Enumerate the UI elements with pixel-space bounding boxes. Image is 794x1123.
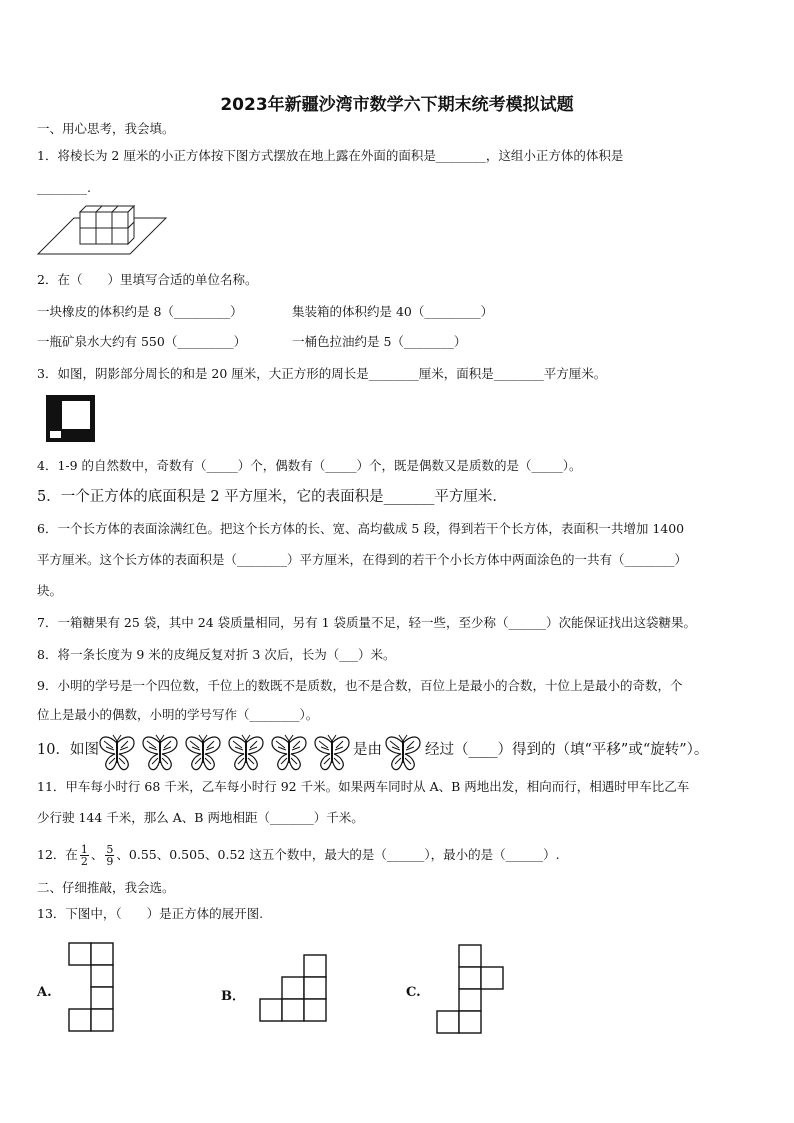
section-1-heading: 一、用心思考，我会填。 [37,121,175,136]
question-2-row-1-left: 一块橡皮的体积约是 8（_________） [37,304,243,319]
question-9-line-1: 9．小明的学号是一个四位数，千位上的数既不是质数，也不是合数，百位上是最小的合数，十位上是最小的奇数，个 [37,678,683,693]
question-2: 2．在（ ）里填写合适的单位名称。 [37,272,258,287]
question-2-row-2-right: 一桶色拉油约是 5（________） [292,334,467,349]
question-4: 4．1-9 的自然数中，奇数有（_____）个，偶数有（_____）个，既是偶数又是质数的是（_____）。 [37,458,582,473]
fraction-five-ninths: $\frac{5}{9}$ [106,843,114,868]
section-2-heading: 二、仔细推敲，我会选。 [37,880,175,895]
page-title: 2023年新疆沙湾市数学六下期末统考模拟试题 [220,95,574,115]
question-10-suffix: 经过（____）得到的（填“平移”或“旋转”）。 [425,742,709,758]
option-c-label: C. [406,985,421,1000]
question-13: 13．下图中，（ ）是正方体的展开图. [37,906,264,921]
fraction-one-half: $\frac{1}{2}$ [80,843,88,868]
question-11-line-2: 少行驶 144 千米，那么 A、B 两地相距（_______）千米。 [37,810,364,825]
question-12-prefix: 12．在 [37,847,78,862]
question-7: 7．一箱糖果有 25 袋，其中 24 袋质量相同，另有 1 袋质量不足，轻一些，至少称（______）次能保证找出这袋糖果。 [37,615,697,630]
question-12-suffix: 、0.55、0.505、0.52 这五个数中，最大的是（______），最小的是（______）. [116,847,560,862]
question-1-line-1: 1．将棱长为 2 厘米的小正方体按下图方式摆放在地上露在外面的面积是________，这组小正方体的体积是 [37,148,624,163]
question-1-line-2: ________. [37,180,91,195]
question-2-row-2-left: 一瓶矿泉水大约有 550（_________） [37,334,247,349]
question-8: 8．将一条长度为 9 米的皮绳反复对折 3 次后，长为（___）米。 [37,647,396,662]
option-c-net-figure [436,944,506,1040]
question-3: 3．如图，阴影部分周长的和是 20 厘米，大正方形的周长是________厘米，面积是________平方厘米。 [37,366,607,381]
question-5: 5．一个正方体的底面积是 2 平方厘米，它的表面积是_______平方厘米． [37,489,507,505]
butterfly-row-figure [98,732,352,772]
cubes-figure [36,200,168,258]
question-9-line-2: 位上是最小的偶数，小明的学号写作（________）。 [37,707,319,722]
shaded-square-figure [45,394,97,444]
question-6-line-2: 平方厘米。这个长方体的表面积是（________）平方厘米，在得到的若干个小长方体中两面涂色的一共有（________） [37,552,688,567]
question-2-row-1-right: 集装箱的体积约是 40（_________） [292,304,494,319]
question-11-line-1: 11．甲车每小时行 68 千米，乙车每小时行 92 千米。如果两车同时从 A、B 两地出发，相向而行，相遇时甲车比乙车 [37,779,690,794]
option-a-label: A. [37,985,52,1000]
option-b-label: B． [221,989,245,1004]
option-b-net-figure [259,954,329,1026]
question-12: 12．在 $\frac{1}{2}$ 、 $\frac{5}{9}$ 、0.55、0.505、0.52 这五个数中，最大的是（______），最小的是（______）. [37,843,560,868]
question-6-line-3: 块。 [37,583,63,598]
question-6-line-1: 6．一个长方体的表面涂满红色。把这个长方体的长、宽、高均截成 5 段，得到若干个长方体，表面积一共增加 1400 [37,521,685,536]
question-10-prefix: 10．如图 [37,742,99,758]
option-a-net-figure [68,942,116,1036]
butterfly-icon [384,732,424,772]
question-10-middle: 是由 [353,742,382,758]
